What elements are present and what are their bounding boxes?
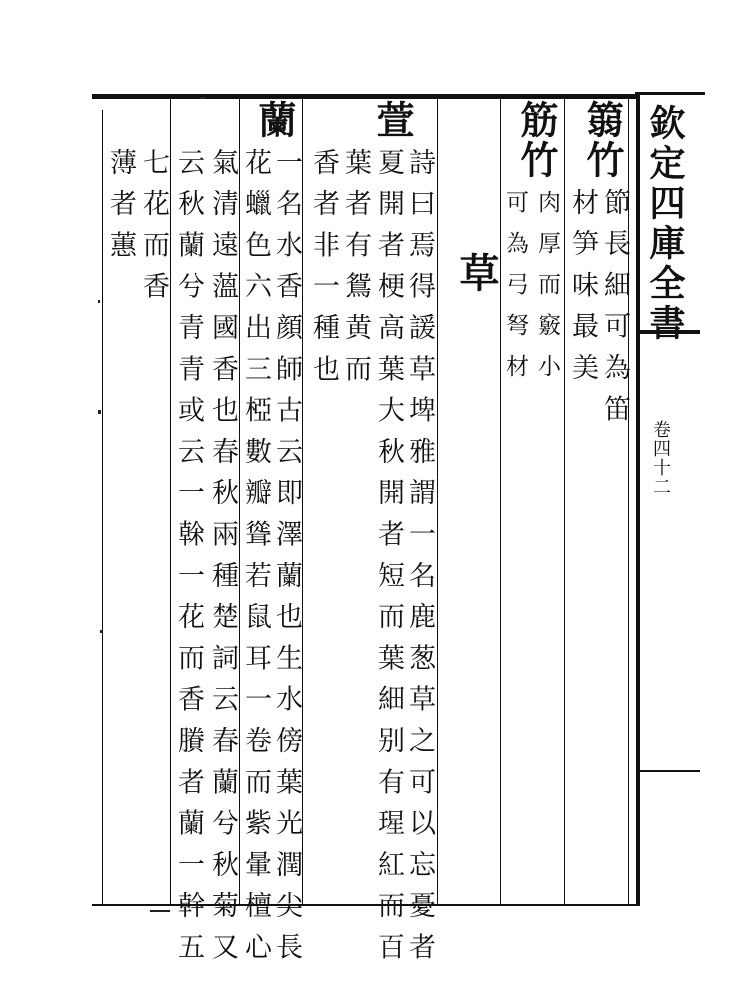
entry-line-lan-2: 花蠟色六出三椏數瓣聳若鼠耳一卷而紫暈檀心: [240, 148, 271, 974]
entry-line-luzhu-2: 材笋味最美: [567, 188, 598, 395]
entry-line-lan-4: 云秋蘭兮青青或云一榦一花而香賸者蘭一幹五: [173, 148, 204, 974]
divider-2: [564, 98, 565, 904]
juan-label: 卷四十二: [650, 420, 671, 496]
entry-line-luzhu-1: 節長細可為笛: [599, 188, 630, 436]
divider-3: [500, 98, 501, 904]
speck: [200, 97, 206, 99]
divider-5: [302, 98, 303, 904]
entry-line-xuan-2: 夏開者梗高葉大秋開者短而葉細别有瑆紅而百: [373, 148, 404, 974]
top-border: [92, 94, 640, 99]
divider-7: [170, 98, 171, 904]
entry-line-jinzhu-1: 肉厚而竅小: [534, 190, 560, 395]
section-heading: 草: [453, 252, 500, 292]
entry-line-lan-5: 七花而香: [138, 148, 169, 314]
speck: [98, 410, 101, 414]
entry-heading-luzhu: 篛竹: [580, 100, 625, 180]
entry-line-lan-1: 一名水香顔師古云即澤蘭也生水傍葉光潤尖長: [271, 148, 302, 974]
entry-heading-lan: 蘭: [252, 100, 297, 140]
entry-heading-jinzhu: 筋竹: [514, 100, 559, 180]
speck: [150, 910, 170, 912]
entry-line-jinzhu-2: 可為弓弩材: [502, 190, 528, 395]
entry-line-xuan-3: 葉者有鴛黄而: [340, 148, 371, 396]
margin-line: [640, 770, 700, 772]
entry-line-lan-3: 氣清遠薀國香也春秋兩種楚詞云春蘭兮秋菊又: [207, 148, 238, 974]
left-border: [102, 110, 103, 904]
book-title: 欽定四庫全書: [644, 104, 686, 344]
divider-4: [437, 98, 438, 904]
entry-line-xuan-1: 詩曰焉得諼草埤雅謂一名鹿葱草之可以忘憂者: [404, 148, 435, 974]
entry-line-xuan-4: 香者非一種也: [308, 148, 339, 396]
entry-heading-xuan: 萱: [370, 100, 415, 140]
top-border-right: [635, 92, 705, 95]
right-border: [636, 94, 640, 906]
speck: [98, 300, 100, 303]
speck: [100, 630, 103, 633]
entry-line-lan-6: 薄者蕙: [105, 148, 136, 272]
